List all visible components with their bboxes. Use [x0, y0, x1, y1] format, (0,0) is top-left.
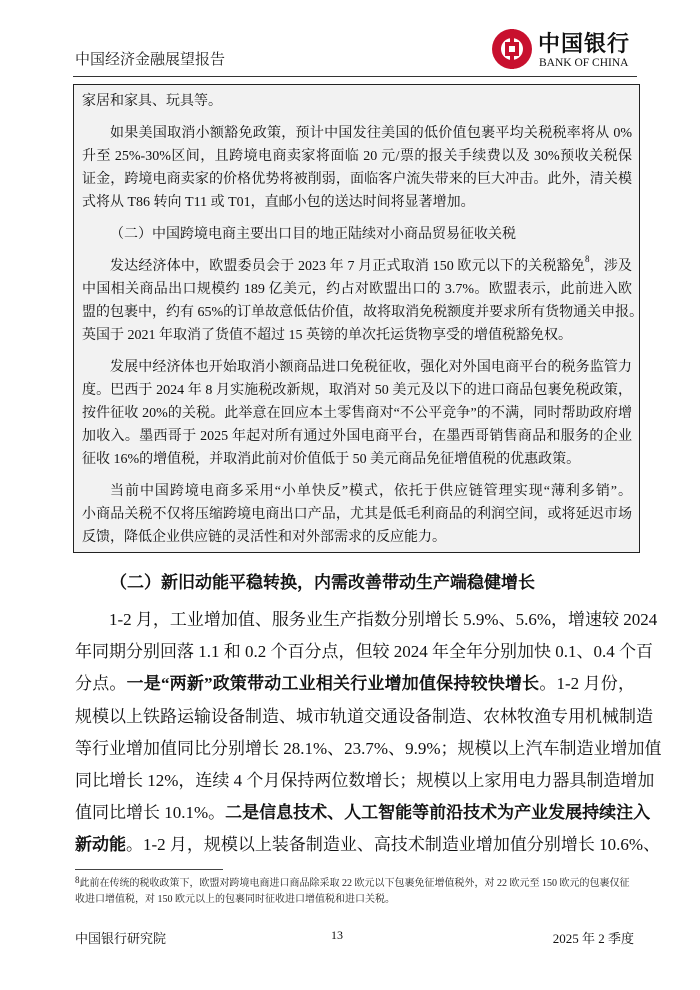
text-line — [75, 829, 661, 861]
section-heading: （二）新旧动能平稳转换，内需改善带动生产端稳健增长 — [110, 573, 535, 592]
page-number: 13 — [331, 928, 343, 942]
text-line — [82, 402, 632, 425]
footnote-text: 此前在传统的税收政策下，欧盟对跨境电商进口商品除采取 22 欧元以下包裹免征增值税外，对 22 欧元至 150 欧元的包裹仅征收进口增值税，对 150 欧元以上的包裹同时征收进口增值税和进口关税。 — [75, 878, 630, 905]
text-line — [82, 526, 632, 549]
text-segment: 英国于 2021 年取消了货值不超过 15 英镑的单次托运货物享受的增值税豁免权。 — [82, 328, 572, 343]
text-line — [82, 255, 632, 278]
text-line — [82, 278, 632, 301]
paragraph — [82, 90, 632, 113]
footnote-ref: 8 — [584, 254, 590, 264]
text-segment: 1-2 月，工业增加值、服务业生产指数分别增长 5.9%、5.6%，增速较 2024 — [109, 610, 658, 629]
bold-text: 一是“两新”政策带动工业相关行业增加值保持较快增长 — [126, 674, 540, 694]
text-line — [82, 480, 632, 503]
text-segment: （二）中国跨境电商主要出口目的地正陆续对小商品贸易征收关税 — [110, 227, 516, 242]
bank-logo-icon — [492, 29, 532, 69]
text-segment: 加收入。墨西哥于 2025 年起对所有通过外国电商平台，在墨西哥销售商品和服务的企业 — [82, 429, 632, 444]
text-line — [82, 379, 632, 402]
text-line — [75, 668, 635, 700]
text-line — [82, 191, 632, 214]
text-segment: ，涉及 — [589, 259, 633, 274]
text-segment: 发达经济体中，欧盟委员会于 2023 年 7 月正式取消 150 欧元以下的关税豁免 — [110, 259, 585, 274]
text-segment: 式将从 T86 转向 T11 或 T01，直邮小包的送达时间将显著增加。 — [82, 195, 475, 210]
text-line — [82, 145, 632, 168]
text-segment: 反馈，降低企业供应链的灵活性和对外部需求的反应能力。 — [82, 530, 446, 545]
paragraph — [82, 254, 644, 347]
text-segment: 同比增长 12%，连续 4 个月保持两位数增长；规模以上家用电力器具制造增加 — [75, 771, 655, 791]
box-subheading — [82, 223, 632, 246]
text-segment: 度。巴西于 2024 年 8 月实施税改新规，取消对 50 美元及以下的进口商品包裹免税政策， — [82, 383, 632, 398]
footnote-marker: 8 — [75, 875, 80, 885]
text-segment: 等行业增加值同比分别增长 28.1%、23.7%、9.9%；规模以上汽车制造业增加值 — [75, 738, 662, 758]
paragraph — [75, 604, 662, 862]
text-line — [82, 425, 632, 448]
paragraph — [82, 356, 632, 471]
footnote — [75, 876, 635, 908]
report-title: 中国经济金融展望报告 — [75, 52, 226, 68]
footnote-divider — [75, 869, 223, 870]
text-line — [75, 733, 662, 765]
text-segment: 盟的包裹中，约有 65%的订单故意低估价值，故将取消免税额度并要求所有货物通关申报。 — [82, 305, 644, 320]
text-line — [82, 168, 632, 191]
text-line — [82, 301, 644, 324]
boxed-commentary — [73, 84, 644, 553]
footer-period: 2025 年 2 季度 — [552, 931, 634, 946]
text-segment: 小商品关税不仅将压缩跨境电商出口产品，尤其是低毛利商品的利润空间，或将延迟市场 — [82, 507, 632, 522]
logo-chinese-name: 中国银行 — [538, 31, 631, 56]
text-line — [75, 797, 651, 829]
text-segment: 。1-2 月，规模以上装备制造业、高技术制造业增加值分别增长 10.6%、 — [126, 835, 661, 855]
logo-english-name: BANK OF CHINA — [539, 57, 629, 69]
bold-text: 二是信息技术、人工智能等前沿技术为产业发展持续注入 — [225, 803, 651, 823]
text-segment: 发展中经济体也开始取消小额商品进口免税征收，强化对外国电商平台的税务监管力 — [110, 360, 632, 375]
text-line — [82, 503, 632, 526]
text-segment: 按件征收 20%的关税。此举意在回应本土零售商对“不公平竞争”的不满，同时帮助政府增 — [82, 406, 632, 421]
header-divider — [73, 76, 637, 77]
text-line — [82, 356, 632, 379]
text-line — [82, 122, 632, 145]
paragraph — [82, 122, 632, 214]
body-text — [75, 604, 662, 862]
text-line — [75, 701, 653, 733]
text-line — [75, 636, 653, 668]
text-segment: 年同期分别回落 1.1 和 0.2 个百分点，但较 2024 年全年分别加快 0.1、0.4 个百 — [75, 642, 653, 662]
text-line — [82, 448, 632, 471]
text-segment: 值同比增长 10.1%。 — [75, 803, 226, 823]
paragraph — [82, 480, 632, 549]
text-line — [110, 223, 632, 246]
text-line — [75, 604, 658, 636]
text-segment: 家居和家具、玩具等。 — [82, 94, 222, 109]
text-line — [82, 90, 632, 113]
text-line — [75, 765, 655, 797]
bank-of-china-logo — [492, 27, 632, 73]
text-segment: 中国相关商品出口规模约 189 亿美元，约占对欧盟出口的 3.7%。欧盟表示，此前进入欧 — [82, 282, 632, 297]
text-segment: 征收 16%的增值税，并取消此前对价值低于 50 美元商品免征增值税的优惠政策。 — [82, 452, 581, 467]
text-segment: 。1-2 月份， — [539, 674, 635, 694]
footer-institute: 中国银行研究院 — [75, 931, 167, 946]
text-segment: 规模以上铁路运输设备制造、城市轨道交通设备制造、农林牧渔专用机械制造 — [75, 706, 653, 726]
text-segment: 分点。 — [75, 674, 127, 694]
text-segment: 如果美国取消小额豁免政策，预计中国发往美国的低价值包裹平均关税税率将从 0% — [110, 126, 632, 141]
bold-text: 新动能 — [75, 835, 126, 855]
text-segment: 当前中国跨境电商多采用“小单快反”模式，依托于供应链管理实现“薄利多销”。 — [110, 484, 632, 499]
text-line — [82, 324, 632, 347]
text-segment: 升至 25%-30%区间，且跨境电商卖家将面临 20 元/票的报关手续费以及 30%预收关税保 — [82, 149, 632, 164]
text-segment: 证金，跨境电商卖家的价格优势将被削弱，面临客户流失带来的巨大冲击。此外，清关模 — [82, 172, 632, 187]
